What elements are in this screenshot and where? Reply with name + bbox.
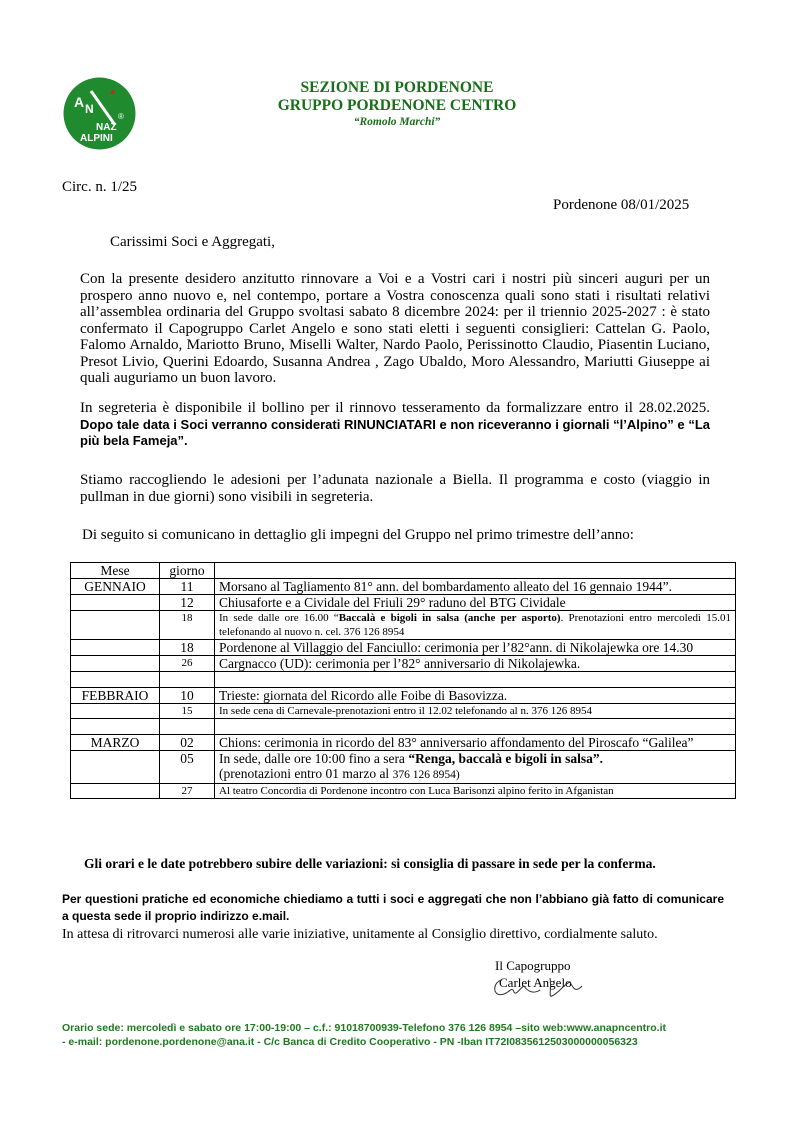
closing-greeting: In attesa di ritrovarci numerosi alle varie iniziative, unitamente al Consiglio direttivo, cordialmente saluto. — [62, 927, 658, 942]
cell-giorno: 26 — [160, 656, 215, 672]
cell-mese — [71, 611, 160, 640]
evento-text: In sede dalle ore 16.00 “ — [219, 612, 339, 624]
circular-number: Circ. n. 1/25 — [62, 179, 137, 195]
table-row — [71, 611, 736, 640]
paragraph-calendar-intro: Di seguito si comunicano in dettaglio gli impegni del Gruppo nel primo trimestre dell’anno: — [82, 527, 634, 543]
table-row — [71, 595, 736, 611]
cell-giorno: 11 — [160, 579, 215, 595]
cell-mese — [71, 656, 160, 672]
cell-evento: Morsano al Tagliamento 81° ann. del bombardamento alleato del 16 gennaio 1944”. — [215, 579, 736, 595]
paragraph-adunata: Stiamo raccogliendo le adesioni per l’adunata nazionale a Biella. Il programma e costo (viaggio in pullman in due giorni) sono visibili in segreteria. — [80, 472, 710, 505]
header-giorno: giorno — [160, 563, 215, 579]
table-row-blank — [71, 672, 736, 688]
variations-notice: Gli orari e le date potrebbero subire delle variazioni: si consiglia di passare in sede per la conferma. — [84, 856, 656, 871]
greeting: Carissimi Soci e Aggregati, — [110, 234, 275, 250]
cell-mese — [71, 595, 160, 611]
evento-text: In sede, dalle ore 10:00 fino a sera — [219, 751, 409, 766]
cell-evento: Al teatro Concordia di Pordenone incontro con Luca Barisonzi alpino ferito in Afganistan — [215, 784, 736, 799]
handwritten-signature — [490, 972, 590, 1004]
cell-evento: Pordenone al Villaggio del Fanciullo: cerimonia per l’82°ann. di Nikolajewka ore 14.30 — [215, 640, 736, 656]
cell-evento — [215, 611, 736, 640]
cell-giorno: 18 — [160, 611, 215, 640]
evento-text: (prenotazioni entro 01 marzo al — [219, 766, 393, 781]
table-row — [71, 704, 736, 719]
cell-giorno: 10 — [160, 688, 215, 704]
cell-evento: Chiusaforte e a Cividale del Friuli 29° raduno del BTG Cividale — [215, 595, 736, 611]
evento-phone: 376 126 8954) — [392, 769, 460, 781]
header-evento — [215, 563, 736, 579]
table-row-blank — [71, 719, 736, 735]
table-row — [71, 735, 736, 751]
signature-role: Il Capogruppo — [495, 958, 571, 973]
svg-text:®: ® — [118, 112, 124, 121]
table-row — [71, 579, 736, 595]
logo-letter-a: A — [74, 94, 85, 110]
cell-giorno: 15 — [160, 704, 215, 719]
table-row — [71, 640, 736, 656]
cell-giorno: 18 — [160, 640, 215, 656]
cell-mese — [71, 784, 160, 799]
events-table — [70, 562, 736, 799]
cell-evento: Trieste: giornata del Ricordo alle Foibe di Basovizza. — [215, 688, 736, 704]
cell-giorno: 02 — [160, 735, 215, 751]
section-title: SEZIONE DI PORDENONE — [300, 79, 494, 96]
header-mese: Mese — [71, 563, 160, 579]
logo-naz: NAZ — [96, 122, 117, 133]
table-header-row — [71, 563, 736, 579]
signature-name: Carlet Angelo — [499, 975, 572, 990]
evento-bold: “Renga, baccalà e bigoli in salsa”. — [408, 751, 603, 766]
table-row — [71, 751, 736, 784]
cell-evento — [215, 751, 736, 784]
cell-mese: FEBBRAIO — [71, 688, 160, 704]
cell-giorno: 05 — [160, 751, 215, 784]
cell-evento: Cargnacco (UD): cerimonia per l’82° anniversario di Nikolajewka. — [215, 656, 736, 672]
cell-mese: GENNAIO — [71, 579, 160, 595]
cell-mese: MARZO — [71, 735, 160, 751]
membership-text: In segreteria è disponibile il bollino per il rinnovo tesseramento da formalizzare entro il 28.02.2025. — [80, 400, 710, 416]
logo-letter-n: N — [85, 102, 94, 116]
cell-mese — [71, 751, 160, 784]
table-row — [71, 688, 736, 704]
paragraph-membership — [80, 400, 710, 450]
cell-evento: Chions: cerimonia in ricordo del 83° anniversario affondamento del Piroscafo “Galilea” — [215, 735, 736, 751]
cell-mese — [71, 704, 160, 719]
cell-mese — [71, 640, 160, 656]
evento-bold: Baccalà e bigoli in salsa (anche per asporto) — [338, 612, 561, 624]
letter-date: Pordenone 08/01/2025 — [553, 197, 690, 213]
footer-hours: Orario sede: mercoledì e sabato ore 17:00-19:00 – c.f.: 91018700939-Telefono 376 126 8954 –sito web:www.anapncentro.it — [62, 1022, 667, 1034]
cell-giorno: 12 — [160, 595, 215, 611]
email-request: Per questioni pratiche ed economiche chiediamo a tutti i soci e aggregati che non l’abbiano già fatto di comunicare a questa sede il proprio indirizzo e.mail. — [62, 892, 724, 923]
cell-giorno: 27 — [160, 784, 215, 799]
group-title: GRUPPO PORDENONE CENTRO — [277, 97, 517, 114]
logo-alpini: ALPINI — [80, 133, 113, 144]
evento-text: . Prenotazioni entro mercoledì 15.01 telefonando al nuovo n. cel. 376 126 8954 — [219, 612, 731, 638]
membership-warning: Dopo tale data i Soci verranno considerati RINUNCIATARI e non riceveranno i giornali “l’Alpino” e “La più bela Fameja”. — [80, 416, 710, 448]
footer-contacts: - e-mail: pordenone.pordenone@ana.it - C/c Banca di Credito Cooperativo - PN -Iban IT72I0835612503000000056323 — [62, 1036, 638, 1048]
group-subtitle: “Romolo Marchi” — [353, 116, 441, 128]
cell-evento: In sede cena di Carnevale-prenotazioni entro il 12.02 telefonando al n. 376 126 8954 — [215, 704, 736, 719]
table-row — [71, 784, 736, 799]
paragraph-assembly: Con la presente desidero anzitutto rinnovare a Voi e a Vostri cari i nostri più sinceri auguri per un prospero anno nuovo e, nel contempo, portare a Vostra conoscenza quali sono stati i risultati relativi all’assemblea ordinaria del Gruppo svoltasi sabato 8 dicembre 2024: per il triennio 2025-2027 : è stato confermato il Capogruppo Carlet Angelo e sono stati eletti i seguenti consiglieri: Cattelan G. Paolo, Falomo Arnaldo, Mariotto Bruno, Miselli Walter, Nardo Paolo, Perissinotto Claudio, Piasentin Luciano, Presot Livio, Querini Edoardo, Susanna Andrea , Zago Ubaldo, Moro Alessandro, Mariutti Giuseppe ai quali auguriamo un buon lavoro. — [80, 271, 710, 386]
table-row — [71, 656, 736, 672]
